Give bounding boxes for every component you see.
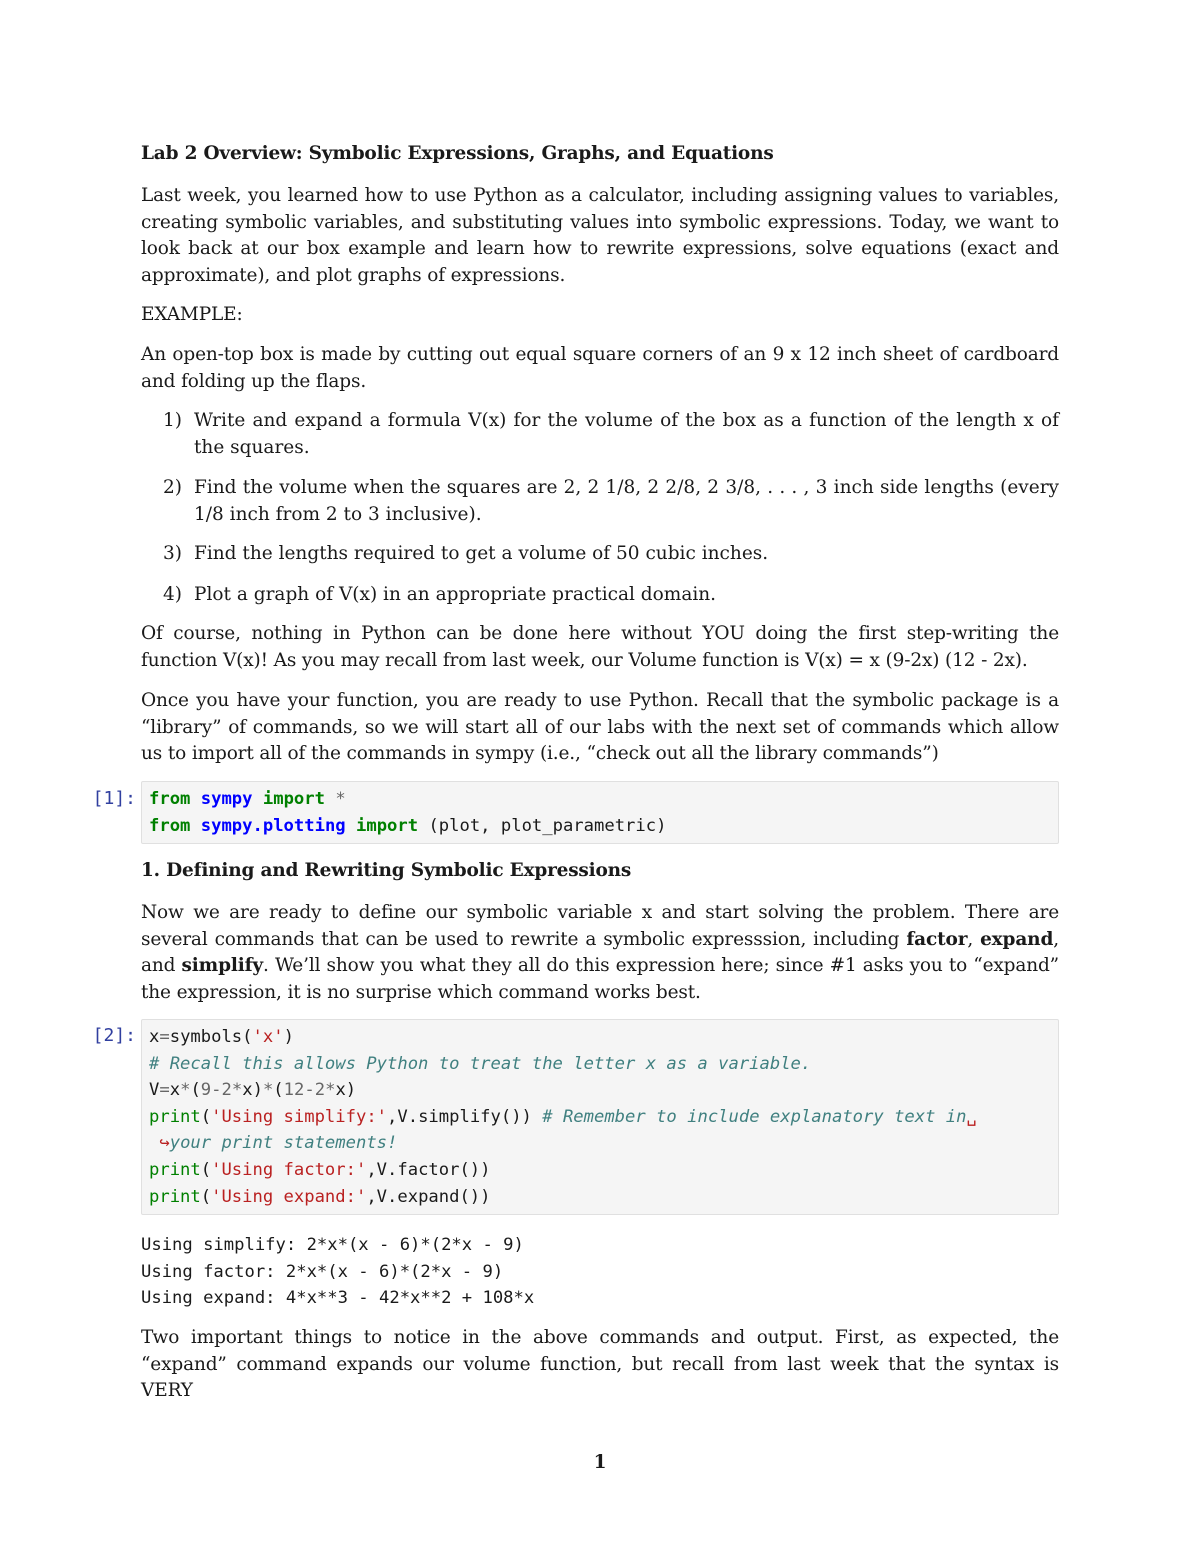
code-line: x=symbols('x') — [149, 1027, 294, 1047]
example-label: EXAMPLE: — [141, 304, 243, 325]
list-item-text: Find the volume when the squares are 2, 2 1/8, 2 2/8, 2 3/8, . . . , 3 inch side lengths (every 1/8 inch from 2 to 3 inclusive). — [194, 477, 1059, 525]
text-span: Now we are ready to define our symbolic variable x and start solving the problem. There are several commands that can be used to rewrite a symbolic expresssion, including — [141, 902, 1059, 950]
list-item-text: Write and expand a formula V(x) for the volume of the box as a function of the length x of the squares. — [194, 410, 1059, 458]
closing-paragraph: Two important things to notice in the above commands and output. First, as expected, the “expand” command expands our volume function, but recall from last week that the syntax is VERY — [141, 1327, 1059, 1402]
output-line: Using simplify: 2*x*(x - 6)*(2*x - 9) — [141, 1235, 524, 1255]
text-span: , — [967, 928, 981, 950]
section-heading: 1. Defining and Rewriting Symbolic Expressions — [141, 860, 632, 881]
code-line: print('Using expand:',V.expand()) — [149, 1186, 491, 1207]
list-item-number: 1) — [163, 410, 182, 431]
page-title: Lab 2 Overview: Symbolic Expressions, Graphs, and Equations — [141, 143, 774, 164]
code-line: # Recall this allows Python to treat the letter x as a variable. — [149, 1053, 812, 1074]
output-line: Using expand: 4*x**3 - 42*x**2 + 108*x — [141, 1288, 535, 1309]
code-block — [142, 1020, 1058, 1214]
library-paragraph: Once you have your function, you are ready to use Python. Recall that the symbolic package is a “library” of commands, so we will start all of our labs with the next set of commands which allow us to import all of the commands in sympy (i.e., “check out all the library commands”) — [141, 690, 1059, 765]
code-line: V=x*(9-2*x)*(12-2*x) — [149, 1080, 357, 1101]
text-span: . We’ll show you what they all do this expression here; since #1 asks you to “expand” the expression, it is no surprise which command works best. — [141, 955, 1059, 1003]
example-paragraph: An open-top box is made by cutting out equal square corners of an 9 x 12 inch sheet of cardboard and folding up the flaps. — [141, 344, 1059, 392]
list-item-text: Plot a graph of V(x) in an appropriate practical domain. — [194, 584, 717, 605]
term-factor: factor — [906, 928, 968, 950]
cell-output — [141, 1232, 534, 1312]
function-paragraph: Of course, nothing in Python can be done here without YOU doing the first step-writing the function V(x)! As you may recall from last week, our Volume function is V(x) = x (9-2x) (12 - 2x). — [141, 623, 1059, 671]
code-line: print('Using factor:',V.factor()) — [149, 1159, 491, 1180]
cell-prompt: [2]: — [92, 1025, 136, 1046]
page-number: 1 — [593, 1452, 607, 1473]
code-line: from sympy.plotting import (plot, plot_parametric) — [149, 815, 667, 836]
code-line: from sympy import * — [149, 789, 346, 809]
code-cell[interactable] — [141, 1019, 1059, 1215]
code-line: print('Using simplify:',V.simplify()) # Remember to include explanatory text in␣ — [149, 1106, 977, 1127]
intro-paragraph: Last week, you learned how to use Python as a calculator, including assigning values to variables, creating symbolic variables, and substituting values into symbolic expressions. Today, we want to look back at our box example and learn how to rewrite expressions, solve equations (exact and approximate), and plot graphs of expressions. — [141, 185, 1059, 286]
term-simplify: simplify — [181, 955, 264, 977]
list-item-number: 3) — [163, 543, 182, 564]
code-block — [142, 782, 1058, 843]
list-item-text: Find the lengths required to get a volume of 50 cubic inches. — [194, 543, 769, 564]
list-item-number: 2) — [163, 477, 182, 498]
code-cell[interactable] — [141, 781, 1059, 844]
text-span: , and — [141, 928, 1060, 977]
cell-prompt: [1]: — [92, 788, 136, 809]
code-line: ↪your print statements! — [159, 1133, 398, 1154]
section-paragraph — [141, 900, 1059, 1006]
output-line: Using factor: 2*x*(x - 6)*(2*x - 9) — [141, 1261, 504, 1282]
term-expand: expand — [980, 928, 1054, 950]
list-item-number: 4) — [163, 584, 182, 605]
